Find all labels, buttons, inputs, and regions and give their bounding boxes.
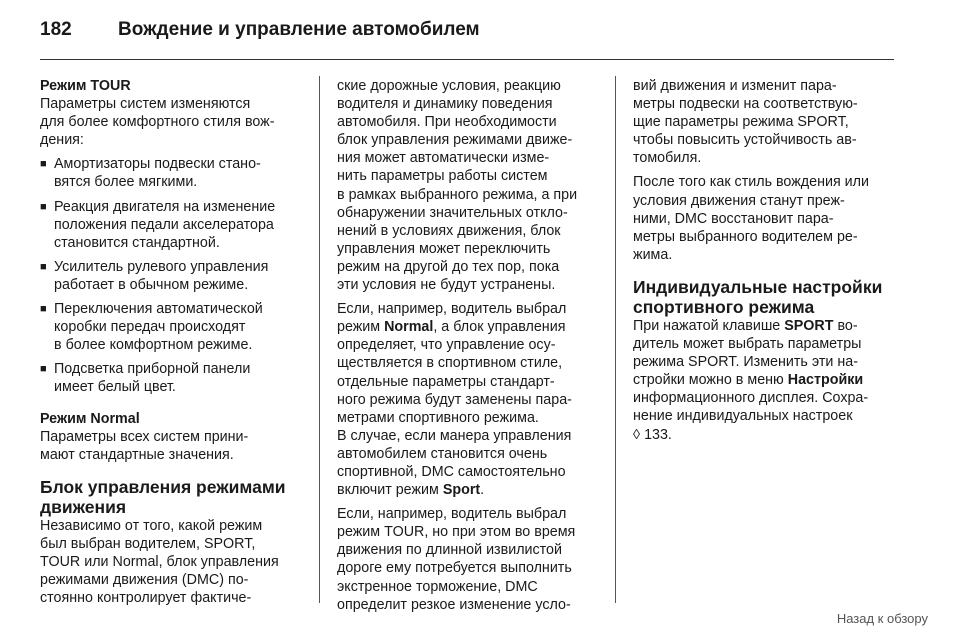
text-line: Усилитель рулевого управления (54, 258, 269, 275)
reference-arrow-icon: ◊ (633, 426, 641, 443)
text-line: автомобиля. При необходимости (337, 114, 557, 131)
reference-page-number: 133. (644, 426, 672, 443)
page-reference-link[interactable] (633, 426, 897, 444)
sport-settings-heading (633, 277, 897, 317)
bullet-square-icon: ■ (40, 158, 47, 171)
text-span: стройки можно в меню (633, 372, 788, 389)
text-line: Подсветка приборной панели (54, 361, 251, 378)
text-line: условия движения станут преж- (633, 192, 845, 209)
text-line: информационного дисплея. Сохра- (633, 390, 869, 407)
text-line: экстренное торможение, DMC (337, 578, 538, 595)
text-line: в более комфортном режиме. (54, 337, 253, 354)
text-line: жима. (633, 246, 673, 263)
back-to-overview-link[interactable]: Назад к обзору (836, 611, 928, 626)
chapter-title: Вождение и управление автомобилем (118, 19, 480, 40)
column-2 (337, 77, 601, 614)
heading-line: спортивного режима (633, 296, 815, 317)
bullet-square-icon: ■ (40, 363, 47, 376)
list-item (40, 360, 304, 396)
text-line: чтобы повысить устойчивость ав- (633, 132, 857, 149)
text-span: При нажатой клавише (633, 317, 785, 334)
text-line: мают стандартные значения. (40, 446, 234, 463)
dmc-section-text (40, 517, 304, 607)
text-span: . (480, 482, 485, 499)
tour-example-paragraph (337, 505, 601, 614)
text-line: Амортизаторы подвески стано- (54, 156, 261, 173)
tour-mode-text (40, 95, 304, 149)
text-span: режим (337, 319, 385, 336)
text-line (633, 371, 897, 389)
list-item (40, 300, 304, 354)
column-divider-1 (319, 76, 320, 603)
text-line: ними, DMC восстановит пара- (633, 210, 834, 227)
text-line: Если, например, водитель выбрал (337, 506, 567, 523)
text-line: После того как стиль вождения или (633, 174, 869, 191)
restore-paragraph (633, 173, 897, 263)
text-line: водителя и динамику поведения (337, 96, 553, 113)
text-line: вятся более мягкими. (54, 174, 198, 191)
text-line: нений в условиях движения, блок (337, 222, 561, 239)
text-line: работает в обычном режиме. (54, 276, 249, 293)
text-line: имеет белый цвет. (54, 379, 176, 396)
heading-line: Блок управления режимами (40, 476, 286, 497)
text-line: Параметры систем изменяются (40, 96, 251, 113)
text-line: определяет, что управление осу- (337, 337, 556, 354)
header-divider (40, 59, 894, 60)
column-3 (633, 77, 897, 444)
text-line: В случае, если манера управления (337, 427, 572, 444)
text-line: обнаружении значительных откло- (337, 204, 568, 221)
text-line (337, 481, 601, 499)
dmc-paragraph-continued (337, 77, 601, 294)
text-line: TOUR или Normal, блок управления (40, 553, 279, 570)
text-line: ществляется в спортивном стиле, (337, 355, 563, 372)
tour-example-continued (633, 77, 897, 167)
heading-line: движения (40, 496, 127, 517)
settings-menu-name: Настройки (787, 372, 864, 389)
text-line: стоянно контролирует фактиче- (40, 590, 252, 607)
heading-line: Индивидуальные настройки (633, 276, 883, 297)
text-line: режим на другой до тех пор, пока (337, 258, 560, 275)
text-line: коробки передач происходят (54, 319, 246, 336)
text-line: метры подвески на соответствую- (633, 96, 858, 113)
normal-mode-text (40, 428, 304, 464)
list-item (40, 155, 304, 191)
text-line: положения педали акселератора (54, 216, 274, 233)
column-1 (40, 77, 304, 607)
text-line: нение индивидуальных настроек (633, 408, 853, 425)
text-line: движения по длинной извилистой (337, 542, 562, 559)
text-line: вий движения и изменит пара- (633, 78, 837, 94)
text-line: отдельные параметры стандарт- (337, 373, 555, 390)
text-line: Переключения автоматической (54, 301, 263, 318)
sport-key-name: SPORT (784, 317, 834, 334)
text-line: дитель может выбрать параметры (633, 336, 862, 353)
text-line: нить параметры работы систем (337, 168, 548, 185)
text-line (337, 318, 601, 336)
text-line: режимами движения (DMC) по- (40, 572, 249, 589)
text-line: Параметры всех систем прини- (40, 428, 249, 445)
text-line: режим TOUR, но при этом во время (337, 524, 576, 541)
text-line: ного режима будут заменены пара- (337, 391, 572, 408)
column-divider-2 (615, 76, 616, 603)
text-line: ния может автоматически изме- (337, 150, 550, 167)
mode-name-sport: Sport (442, 482, 481, 499)
text-line: в рамках выбранного режима, а при (337, 186, 578, 203)
page-header (40, 19, 890, 45)
dmc-section-heading (40, 477, 304, 517)
bullet-square-icon: ■ (40, 260, 47, 273)
text-line: дороге ему потребуется выполнить (337, 560, 572, 577)
normal-example-paragraph (337, 300, 601, 499)
text-line: дения: (40, 132, 84, 149)
text-line (633, 317, 897, 335)
text-line: управления может переключить (337, 240, 551, 257)
text-line: для более комфортного стиля вож- (40, 114, 275, 131)
text-line: томобиля. (633, 150, 702, 167)
text-line: метрами спортивного режима. (337, 409, 539, 426)
bullet-square-icon: ■ (40, 200, 47, 213)
text-line: блок управления режимами движе- (337, 132, 573, 149)
bullet-square-icon: ■ (40, 303, 47, 316)
text-line: щие параметры режима SPORT, (633, 114, 849, 131)
list-item (40, 258, 304, 294)
text-span: во- (833, 317, 858, 334)
text-line: был выбран водителем, SPORT, (40, 535, 256, 552)
text-line: эти условия не будут устранены. (337, 277, 556, 294)
text-span: , а блок управления (433, 319, 566, 336)
text-line: Реакция двигателя на изменение (54, 198, 276, 215)
text-line: Если, например, водитель выбрал (337, 301, 567, 318)
tour-mode-heading: Режим TOUR (40, 78, 131, 94)
text-line: метры выбранного водителем ре- (633, 228, 858, 245)
text-line: становится стандартной. (54, 234, 220, 251)
text-line: ские дорожные условия, реакцию (337, 78, 561, 94)
normal-mode-heading: Режим Normal (40, 410, 140, 427)
text-line: определит резкое изменение усло- (337, 596, 571, 613)
sport-settings-text (633, 317, 897, 444)
page-number: 182 (40, 19, 72, 40)
mode-name-normal: Normal (384, 319, 434, 336)
text-span: включит режим (337, 482, 443, 499)
text-line: режима SPORT. Изменить эти на- (633, 354, 858, 371)
text-line: спортивной, DMC самостоятельно (337, 463, 566, 480)
text-line: Независимо от того, какой режим (40, 517, 263, 534)
text-line: автомобилем становится очень (337, 445, 548, 462)
list-item (40, 198, 304, 252)
